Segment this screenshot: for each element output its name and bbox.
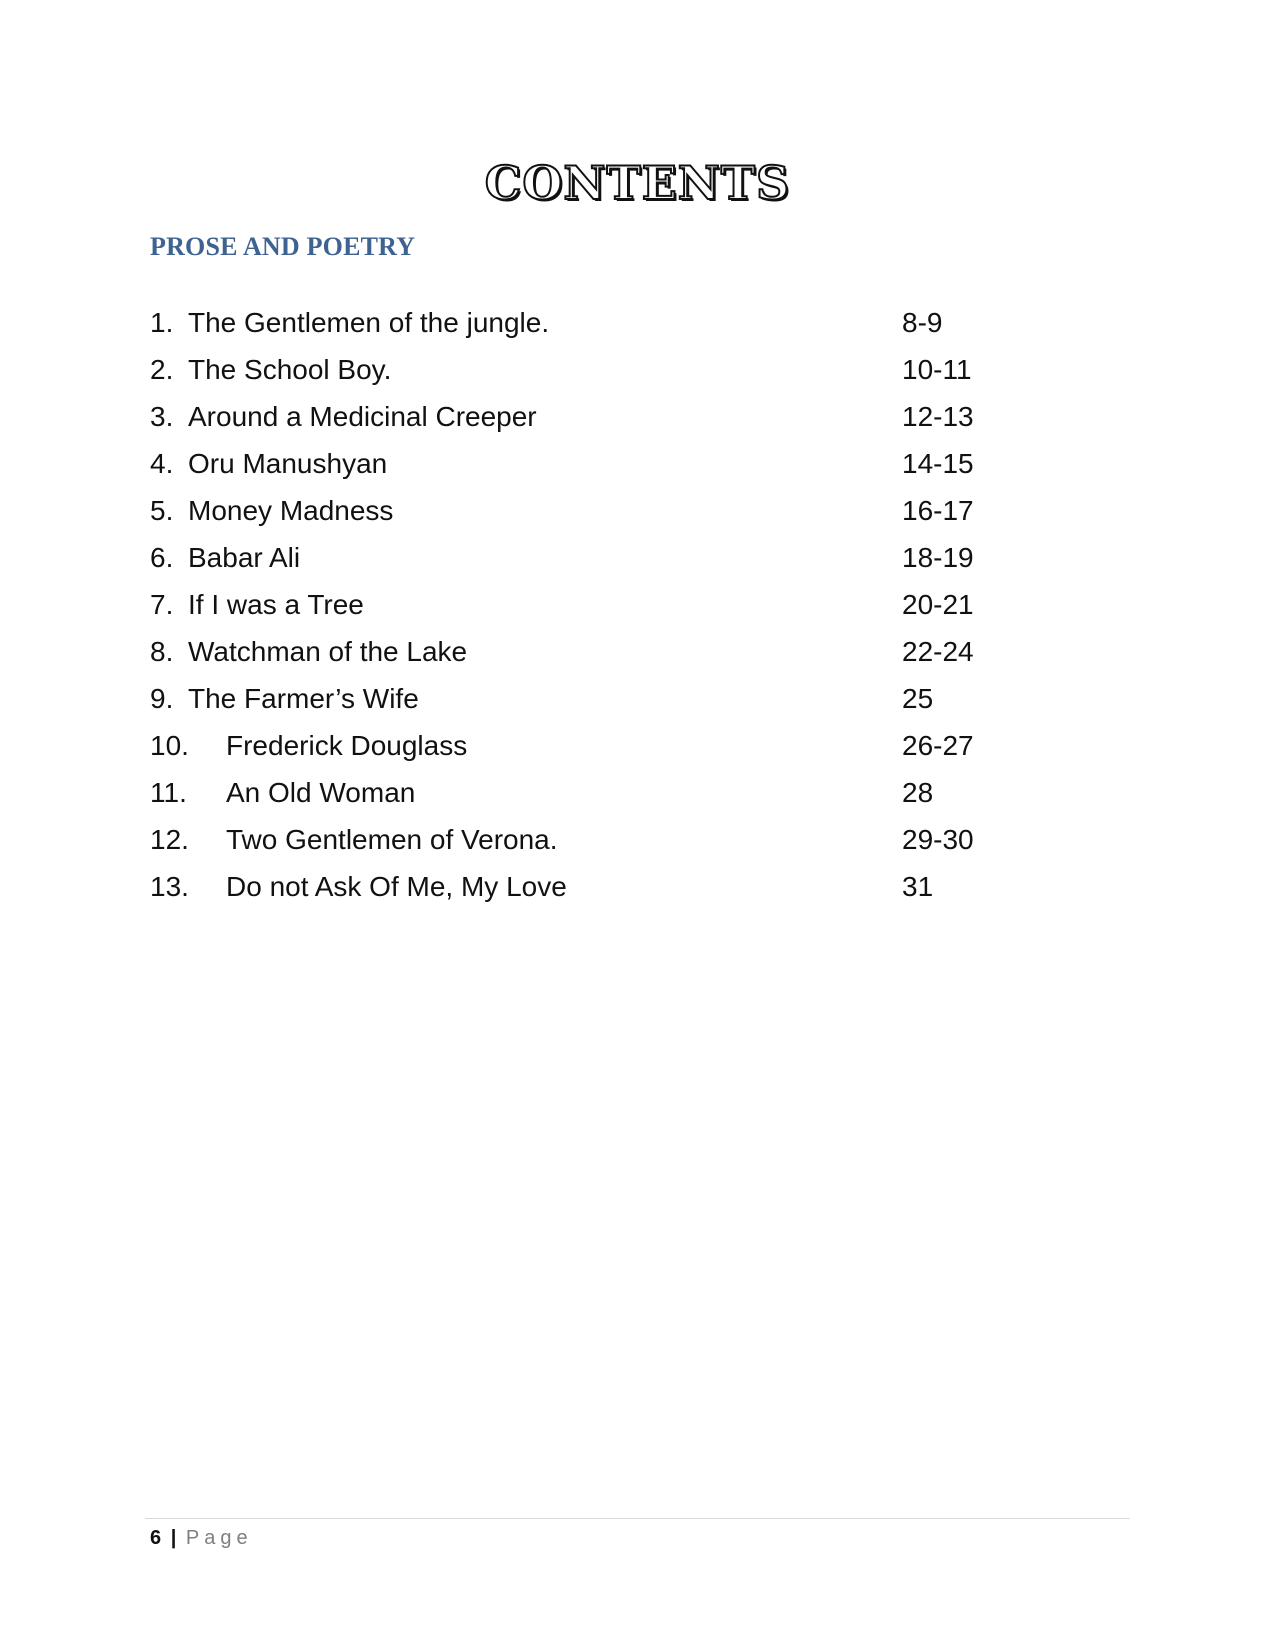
toc-entry	[150, 773, 1050, 820]
toc-entry	[150, 397, 1050, 444]
toc-entry-title: Babar Ali	[188, 542, 301, 573]
page-footer	[150, 1526, 253, 1550]
toc-entry	[150, 632, 1050, 679]
toc-entry-pages: 31	[902, 871, 934, 902]
toc-entry	[150, 491, 1050, 538]
toc-entry-pages: 26-27	[902, 730, 974, 761]
toc-entry-pages: 10-11	[902, 354, 972, 385]
toc-entry-pages: 14-15	[902, 448, 974, 479]
toc-entry-number: 10.	[150, 730, 189, 761]
toc-entry-title: Money Madness	[188, 495, 394, 526]
toc-entry-title: Oru Manushyan	[188, 448, 388, 479]
toc-entry-title: Do not Ask Of Me, My Love	[226, 871, 567, 902]
toc-entry-number: 5.	[150, 495, 174, 526]
footer-divider	[145, 1518, 1130, 1519]
footer-page-label: Page	[185, 1527, 253, 1549]
toc-entry-title: The Farmer’s Wife	[188, 683, 419, 714]
toc-entry	[150, 679, 1050, 726]
toc-entry-pages: 18-19	[902, 542, 974, 573]
toc-entry-title: The Gentlemen of the jungle.	[188, 307, 550, 338]
toc-entry-title: Frederick Douglass	[226, 730, 468, 761]
toc-entry-pages: 8-9	[902, 307, 943, 338]
toc-entry-pages: 29-30	[902, 824, 974, 855]
toc-entry-pages: 22-24	[902, 636, 974, 667]
toc-entry-title: The School Boy.	[188, 354, 392, 385]
toc-entry	[150, 867, 1050, 914]
toc-entry-number: 8.	[150, 636, 174, 667]
toc-entry-number: 9.	[150, 683, 174, 714]
toc-entry-title: An Old Woman	[226, 777, 416, 808]
toc-entry-number: 7.	[150, 589, 174, 620]
toc-entry	[150, 820, 1050, 867]
section-heading: PROSE AND POETRY	[150, 232, 416, 261]
toc-entry	[150, 444, 1050, 491]
toc-entry-title: Watchman of the Lake	[188, 636, 468, 667]
toc-entry-number: 1.	[150, 307, 174, 338]
footer-separator: |	[170, 1527, 177, 1549]
toc-entry-title: Two Gentlemen of Verona.	[226, 824, 558, 855]
toc-entry-number: 6.	[150, 542, 174, 573]
footer-page-number: 6	[150, 1527, 162, 1549]
toc-entry-pages: 16-17	[902, 495, 974, 526]
toc-entry	[150, 726, 1050, 773]
toc-entry	[150, 350, 1050, 397]
toc-entry	[150, 585, 1050, 632]
toc-entry-title: If I was a Tree	[188, 589, 364, 620]
toc-entry-number: 2.	[150, 354, 174, 385]
toc-entry-pages: 20-21	[902, 589, 974, 620]
toc-entry-pages: 12-13	[902, 401, 974, 432]
toc-entry-number: 13.	[150, 871, 189, 902]
toc-entry-pages: 28	[902, 777, 934, 808]
toc-entry	[150, 538, 1050, 585]
toc-entry-title: Around a Medicinal Creeper	[188, 401, 537, 432]
toc-entry-pages: 25	[902, 683, 934, 714]
toc-entry-number: 3.	[150, 401, 174, 432]
page-title: CONTENTS	[484, 156, 791, 210]
toc-entry-number: 12.	[150, 824, 189, 855]
toc-entry-number: 11.	[150, 777, 187, 808]
toc-list	[150, 303, 1050, 914]
toc-entry-number: 4.	[150, 448, 174, 479]
toc-entry	[150, 303, 1050, 350]
